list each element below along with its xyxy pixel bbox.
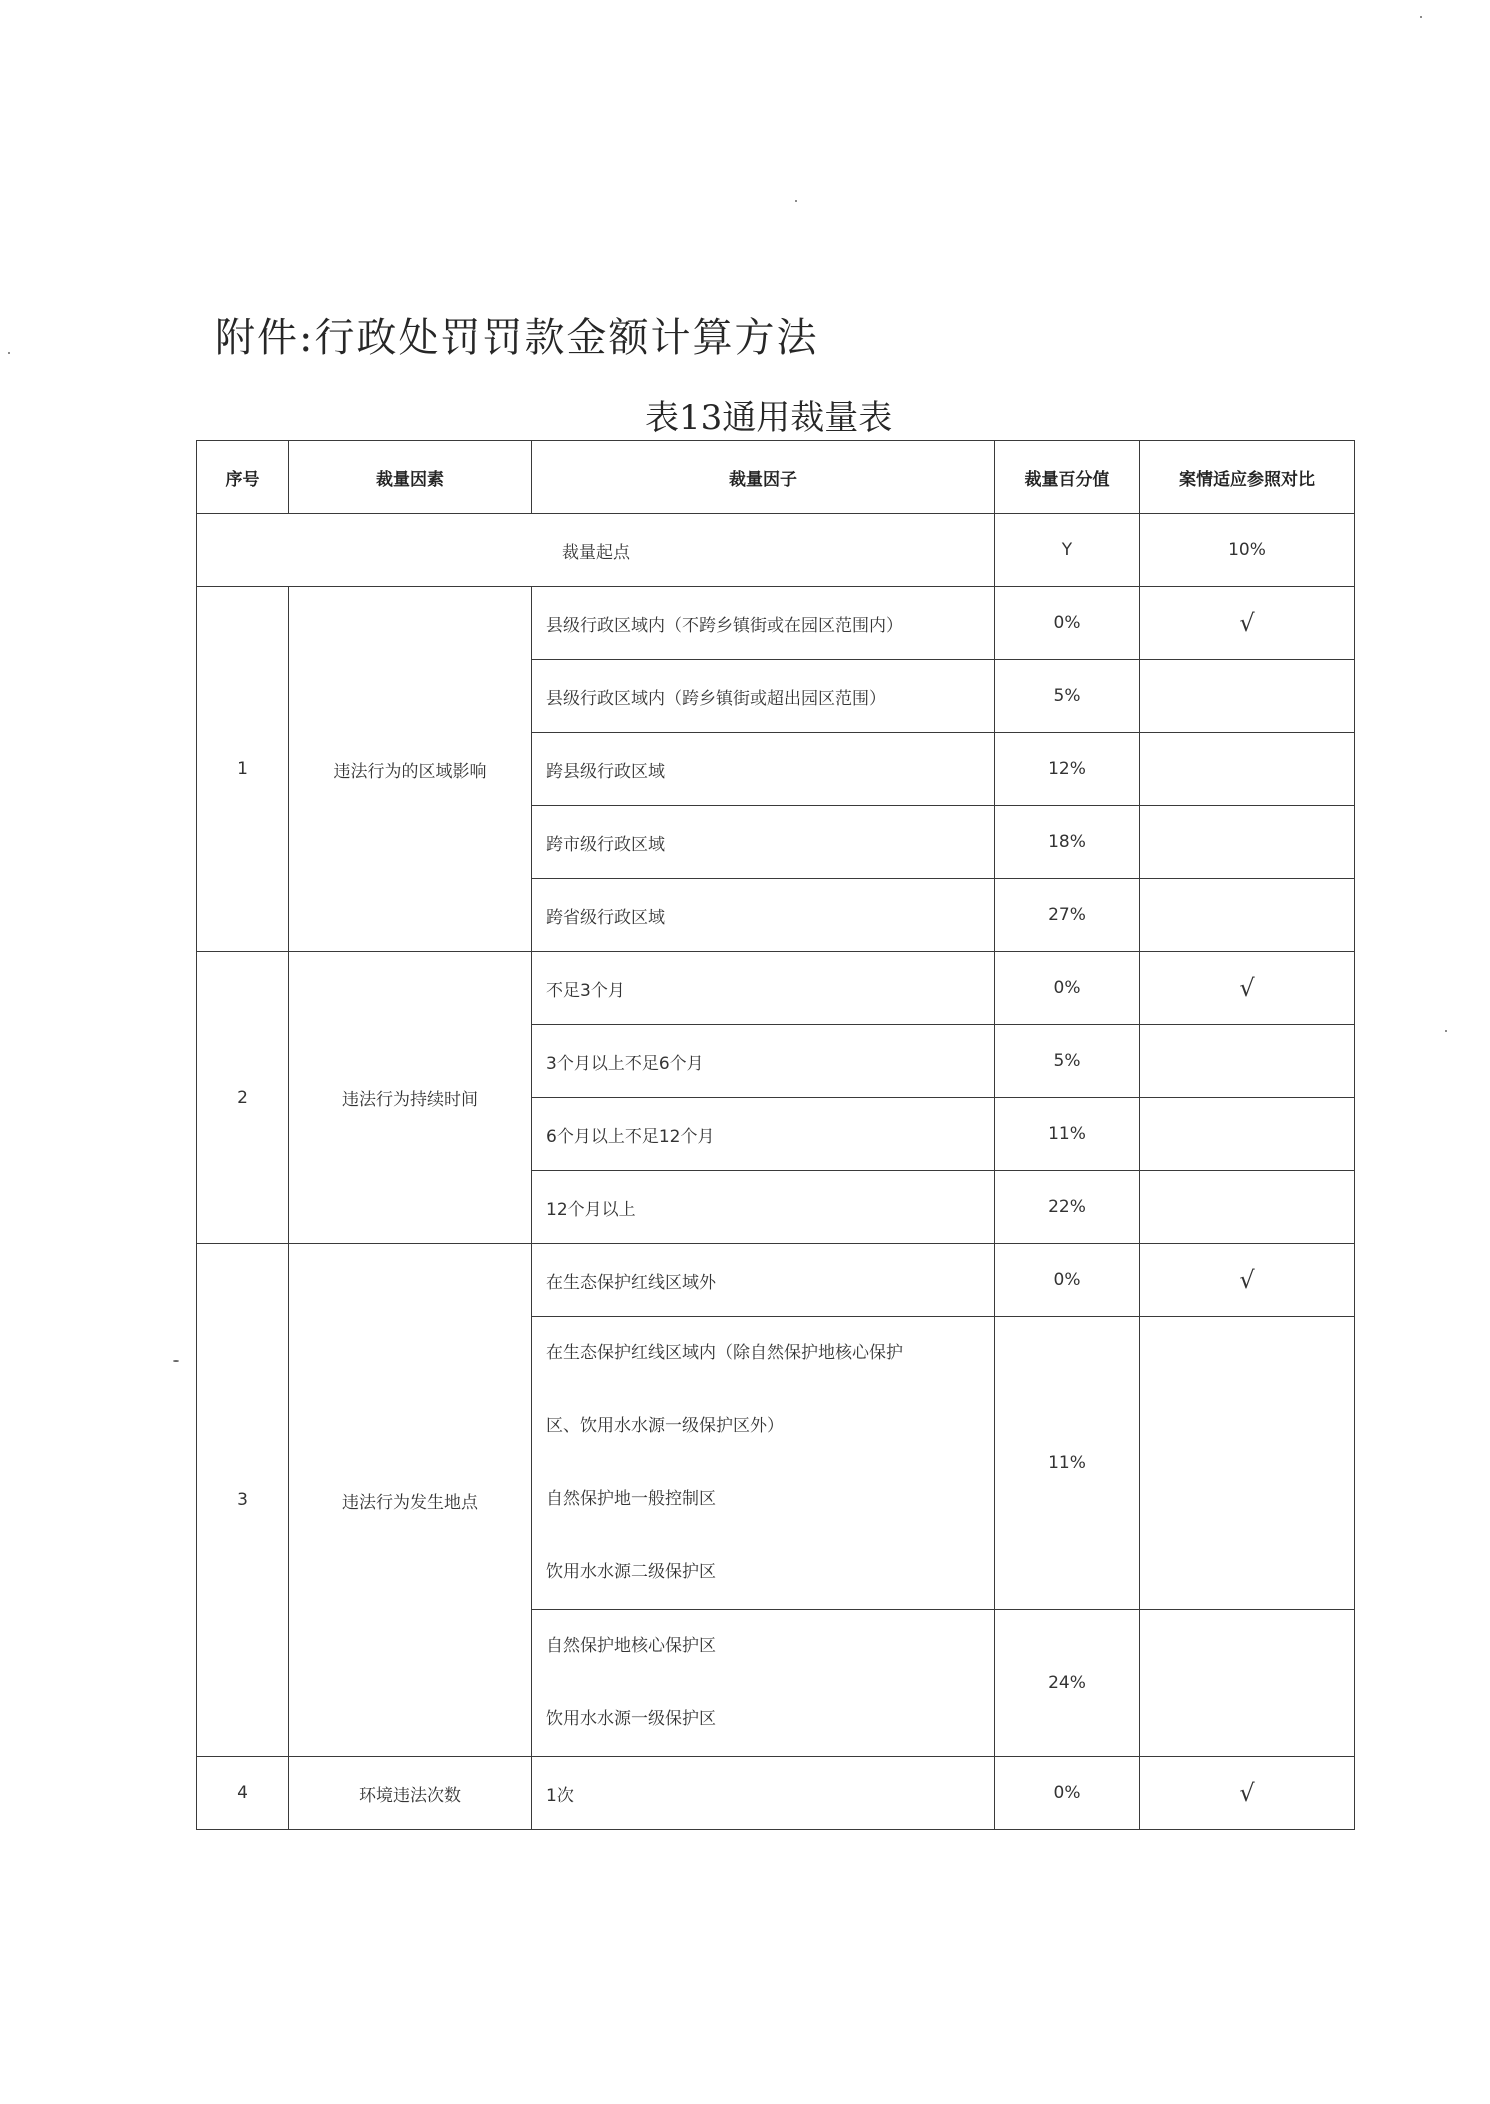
factor-percent: 12% bbox=[995, 733, 1140, 806]
factor-item: 县级行政区域内（跨乡镇街或超出园区范围） bbox=[532, 660, 995, 733]
reference-cell bbox=[1140, 660, 1355, 733]
table-row bbox=[197, 587, 1355, 660]
table-row bbox=[197, 1244, 1355, 1317]
factor-item: 跨县级行政区域 bbox=[532, 733, 995, 806]
table-row bbox=[197, 1757, 1355, 1830]
factor-item: 3个月以上不足6个月 bbox=[532, 1025, 995, 1098]
factor-percent: 0% bbox=[995, 1757, 1140, 1830]
factor-percent: 27% bbox=[995, 879, 1140, 952]
factor-item-line: 在生态保护红线区域内（除自然保护地核心保护 bbox=[546, 1343, 903, 1363]
group-factor: 违法行为持续时间 bbox=[289, 952, 532, 1244]
factor-item-line: 饮用水水源一级保护区 bbox=[546, 1709, 716, 1729]
check-mark-icon: √ bbox=[1239, 1779, 1255, 1807]
reference-cell bbox=[1140, 587, 1355, 660]
group-seq: 4 bbox=[197, 1757, 289, 1830]
group-factor: 违法行为发生地点 bbox=[289, 1244, 532, 1757]
factor-item: 6个月以上不足12个月 bbox=[532, 1098, 995, 1171]
scan-speck bbox=[173, 1360, 179, 1362]
group-factor: 环境违法次数 bbox=[289, 1757, 532, 1830]
factor-percent: 22% bbox=[995, 1171, 1140, 1244]
start-row bbox=[197, 514, 1355, 587]
start-label: 裁量起点 bbox=[197, 514, 995, 587]
reference-cell bbox=[1140, 1244, 1355, 1317]
factor-item bbox=[532, 1610, 995, 1757]
header-factor: 裁量因素 bbox=[289, 441, 532, 514]
reference-cell bbox=[1140, 1025, 1355, 1098]
reference-cell bbox=[1140, 806, 1355, 879]
start-percent: Y bbox=[995, 514, 1140, 587]
factor-percent: 18% bbox=[995, 806, 1140, 879]
group-seq: 2 bbox=[197, 952, 289, 1244]
reference-cell bbox=[1140, 1610, 1355, 1757]
factor-item: 跨省级行政区域 bbox=[532, 879, 995, 952]
scan-speck bbox=[8, 352, 10, 354]
table-header-row bbox=[197, 441, 1355, 514]
factor-percent: 11% bbox=[995, 1317, 1140, 1610]
factor-item bbox=[532, 1317, 995, 1610]
table-row bbox=[197, 952, 1355, 1025]
factor-percent: 11% bbox=[995, 1098, 1140, 1171]
header-seq: 序号 bbox=[197, 441, 289, 514]
scan-speck bbox=[795, 200, 797, 202]
factor-percent: 0% bbox=[995, 952, 1140, 1025]
reference-cell bbox=[1140, 733, 1355, 806]
discretion-table bbox=[196, 440, 1355, 1830]
check-mark-icon: √ bbox=[1239, 974, 1255, 1002]
header-item: 裁量因子 bbox=[532, 441, 995, 514]
group-factor: 违法行为的区域影响 bbox=[289, 587, 532, 952]
reference-cell bbox=[1140, 952, 1355, 1025]
factor-item: 在生态保护红线区域外 bbox=[532, 1244, 995, 1317]
reference-cell bbox=[1140, 879, 1355, 952]
group-seq: 3 bbox=[197, 1244, 289, 1757]
check-mark-icon: √ bbox=[1239, 1266, 1255, 1294]
table-title: 表13通用裁量表 bbox=[645, 398, 893, 438]
header-reference: 案情适应参照对比 bbox=[1140, 441, 1355, 514]
factor-item: 1次 bbox=[532, 1757, 995, 1830]
scan-speck bbox=[1445, 1030, 1447, 1032]
reference-cell bbox=[1140, 1098, 1355, 1171]
factor-item-line: 区、饮用水水源一级保护区外） bbox=[546, 1416, 784, 1436]
factor-item: 县级行政区域内（不跨乡镇街或在园区范围内） bbox=[532, 587, 995, 660]
factor-item-line: 饮用水水源二级保护区 bbox=[546, 1562, 716, 1582]
factor-item: 跨市级行政区域 bbox=[532, 806, 995, 879]
factor-percent: 0% bbox=[995, 587, 1140, 660]
factor-item-line: 自然保护地核心保护区 bbox=[546, 1636, 716, 1656]
factor-percent: 5% bbox=[995, 1025, 1140, 1098]
factor-item: 不足3个月 bbox=[532, 952, 995, 1025]
reference-cell bbox=[1140, 1317, 1355, 1610]
start-reference: 10% bbox=[1140, 514, 1355, 587]
document-title: 附件:行政处罚罚款金额计算方法 bbox=[215, 315, 819, 361]
factor-item: 12个月以上 bbox=[532, 1171, 995, 1244]
factor-percent: 24% bbox=[995, 1610, 1140, 1757]
group-seq: 1 bbox=[197, 587, 289, 952]
reference-cell bbox=[1140, 1757, 1355, 1830]
reference-cell bbox=[1140, 1171, 1355, 1244]
factor-percent: 5% bbox=[995, 660, 1140, 733]
check-mark-icon: √ bbox=[1239, 609, 1255, 637]
header-percent: 裁量百分值 bbox=[995, 441, 1140, 514]
factor-item-line: 自然保护地一般控制区 bbox=[546, 1489, 716, 1509]
factor-percent: 0% bbox=[995, 1244, 1140, 1317]
scan-speck bbox=[1420, 16, 1422, 18]
